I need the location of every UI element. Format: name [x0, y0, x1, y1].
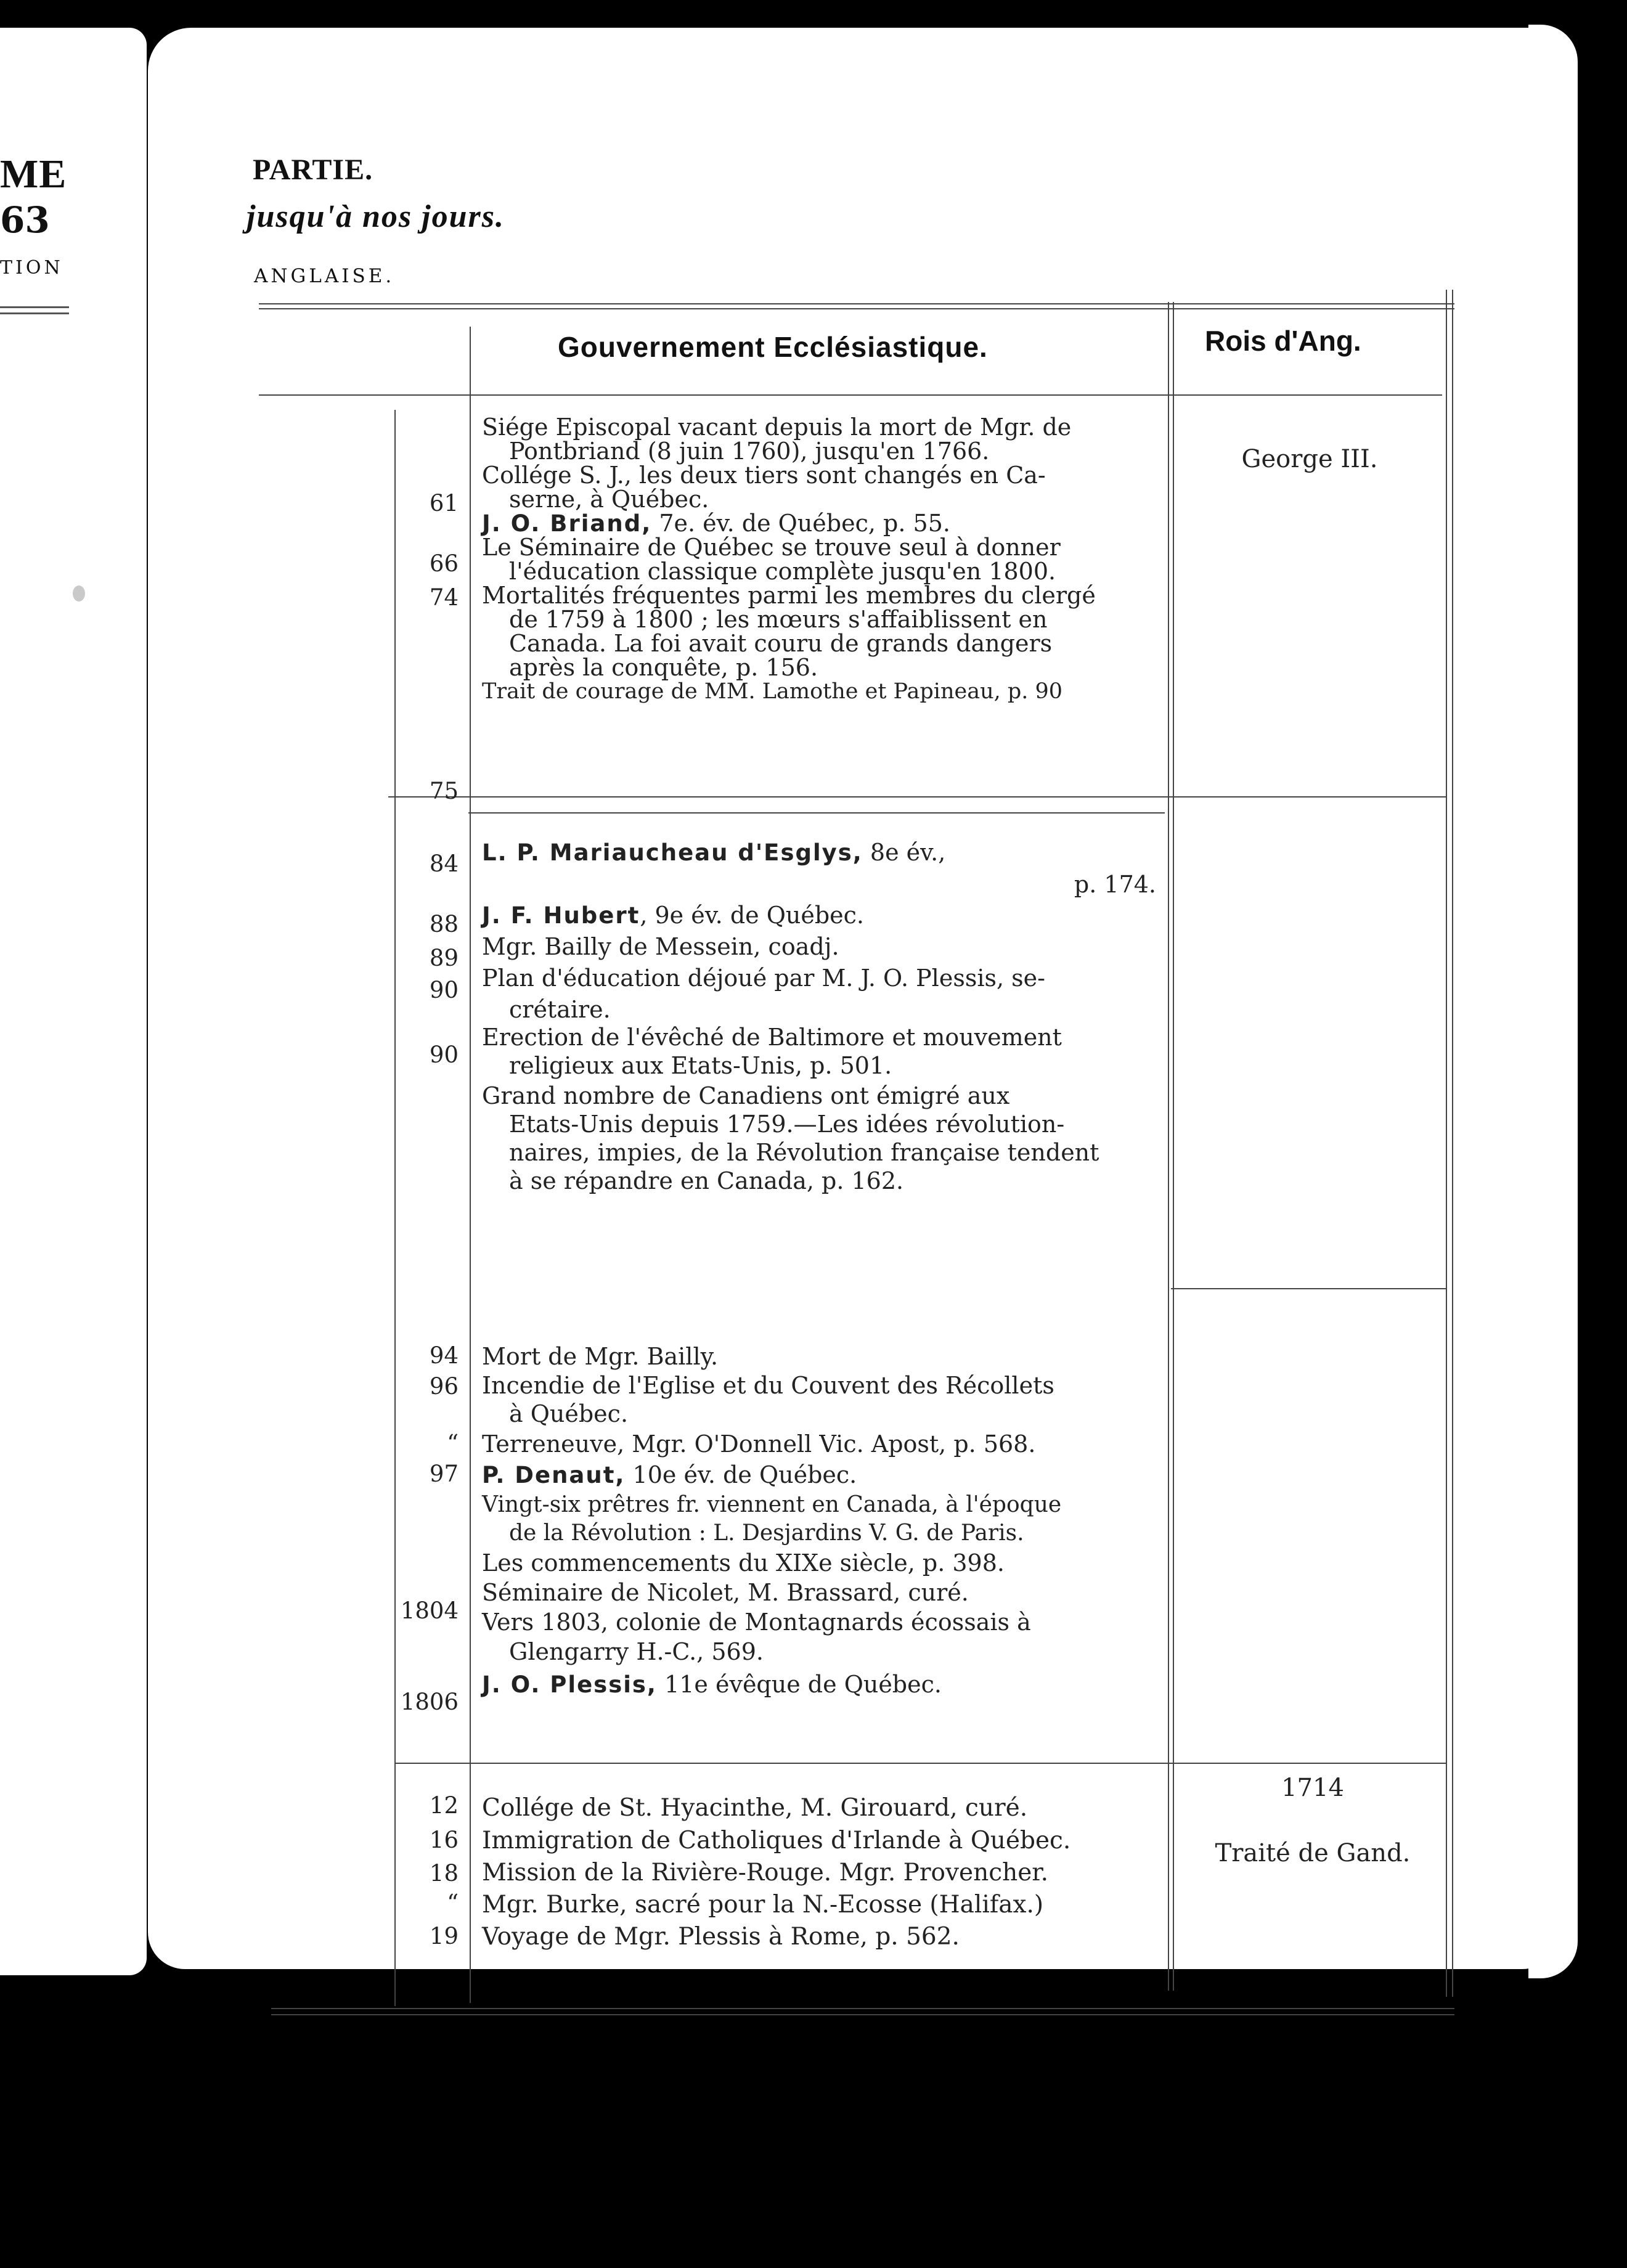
bishop-name: P. Denaut,: [482, 1462, 626, 1488]
entry-line: [482, 900, 1165, 931]
year-cell: 97: [429, 1461, 459, 1487]
entry-line: Canada. La foi avait couru de grands dangers: [509, 630, 1053, 657]
entry-line: de 1759 à 1800 ; les mœurs s'affaiblissent en: [509, 606, 1048, 633]
year-cell: 18: [429, 1860, 459, 1887]
year-cell: 12: [429, 1792, 459, 1819]
left-page-text: TION: [0, 257, 63, 279]
column-rule: [394, 410, 396, 2006]
entry-line: à se répandre en Canada, p. 162.: [509, 1167, 904, 1194]
column-rule: [470, 327, 471, 2003]
entry-line: Vingt-six prêtres fr. viennent en Canada, à l'époque: [482, 1492, 1062, 1517]
section-rule: [468, 812, 1165, 814]
entry-line: Les commencements du XIXe siècle, p. 398.: [482, 1549, 1005, 1577]
entry-line: Grand nombre de Canadiens ont émigré aux: [482, 1082, 1010, 1109]
year-cell: 66: [429, 550, 459, 577]
entry-line: après la conquête, p. 156.: [509, 654, 818, 681]
section-rule: [388, 796, 1447, 797]
entry-text: 11e évêque de Québec.: [656, 1671, 942, 1698]
entry-line: Mgr. Burke, sacré pour la N.-Ecosse (Halifax.): [482, 1891, 1044, 1919]
entry-line: Vers 1803, colonie de Montagnards écossais à: [482, 1609, 1031, 1636]
year-cell: 1806: [400, 1689, 459, 1715]
section-rule: [1171, 1288, 1447, 1289]
table-top-rule: [259, 303, 1454, 304]
king-name: George III.: [1241, 445, 1378, 473]
header-rule: [259, 394, 1442, 396]
paper-stain: [73, 585, 85, 602]
table-bottom-rule: [271, 2008, 1454, 2009]
year-cell: 89: [429, 945, 459, 971]
entry-line: Pontbriand (8 juin 1760), jusqu'en 1766.: [509, 438, 990, 465]
page-subtitle: jusqu'à nos jours.: [247, 199, 505, 234]
entry-text: 10e év. de Québec.: [625, 1461, 857, 1488]
year-cell: 75: [429, 778, 459, 804]
column-rule: [1173, 302, 1174, 1991]
column-rule: [1446, 290, 1447, 1997]
entry-line: Collége de St. Hyacinthe, M. Girouard, curé.: [482, 1794, 1028, 1822]
entry-line: Trait de courage de MM. Lamothe et Papineau, p. 90: [482, 679, 1063, 704]
entry-line: naires, impies, de la Révolution française tendent: [509, 1139, 1099, 1166]
column-header-ecclesiastique: Gouvernement Ecclésiastique.: [558, 331, 988, 363]
entry-line: l'éducation classique complète jusqu'en 1800.: [509, 558, 1056, 585]
year-cell: 84: [429, 851, 459, 877]
entry-line: à Québec.: [509, 1400, 629, 1427]
page-title: PARTIE.: [253, 153, 373, 186]
bishop-name: J. F. Hubert: [482, 902, 640, 929]
entry-line: Mortalités fréquentes parmi les membres du clergé: [482, 582, 1096, 609]
entry-line: Plan d'éducation déjoué par M. J. O. Plessis, se-: [482, 965, 1045, 992]
roi-note: Traité de Gand.: [1215, 1839, 1411, 1867]
year-cell: 16: [429, 1827, 459, 1853]
entry-line: Le Séminaire de Québec se trouve seul à donner: [482, 534, 1061, 561]
entry-line: Mgr. Bailly de Messein, coadj.: [482, 933, 839, 960]
entry-block: [482, 1341, 1165, 1703]
year-cell: 61: [429, 490, 459, 516]
bishop-name: J. O. Plessis,: [482, 1671, 657, 1698]
year-cell: 90: [429, 977, 459, 1003]
entry-line: serne, à Québec.: [509, 486, 709, 513]
entry-block: [482, 837, 1165, 1195]
year-cell: 90: [429, 1042, 459, 1068]
entry-line: Incendie de l'Eglise et du Couvent des Récollets: [482, 1372, 1054, 1399]
entry-line: [482, 837, 1165, 868]
entry-line: Glengarry H.-C., 569.: [509, 1638, 764, 1665]
entry-line: Séminaire de Nicolet, M. Brassard, curé.: [482, 1579, 969, 1606]
entry-line: Mission de la Rivière-Rouge. Mgr. Provencher.: [482, 1859, 1049, 1887]
left-page-text: 63: [0, 199, 50, 241]
entry-line: crétaire.: [509, 996, 611, 1023]
bishop-name: J. O. Briand,: [482, 510, 652, 537]
entry-text: 8e év.,: [862, 839, 946, 866]
left-page-rule: [0, 312, 69, 314]
entry-line: Terreneuve, Mgr. O'Donnell Vic. Apost, p. 568.: [482, 1430, 1036, 1458]
table-bottom-rule: [271, 2014, 1454, 2015]
left-page-rule: [0, 306, 69, 308]
column-header-rois: Rois d'Ang.: [1205, 325, 1361, 357]
year-cell: 88: [429, 911, 459, 937]
entry-line: p. 174.: [1074, 871, 1156, 898]
year-cell: 94: [429, 1342, 459, 1369]
entry-line: de la Révolution : L. Desjardins V. G. de Paris.: [509, 1520, 1024, 1546]
column-rule: [1168, 302, 1169, 1991]
entry-line: [482, 1666, 1165, 1703]
entry-line: [482, 512, 1165, 536]
column-rule: [1452, 290, 1453, 1997]
left-page-text: ME: [0, 152, 67, 197]
entry-text: 7e. év. de Québec, p. 55.: [651, 510, 950, 537]
entry-line: Mort de Mgr. Bailly.: [482, 1343, 719, 1370]
entry-text: , 9e év. de Québec.: [640, 902, 865, 929]
entry-line: religieux aux Etats-Unis, p. 501.: [509, 1052, 892, 1079]
year-cell: “: [447, 1890, 459, 1916]
entry-line: Immigration de Catholiques d'Irlande à Québec.: [482, 1827, 1071, 1854]
year-cell: “: [447, 1430, 459, 1456]
entry-line: Collége S. J., les deux tiers sont changés en Ca-: [482, 462, 1046, 489]
roi-year: 1714: [1281, 1774, 1344, 1802]
section-rule: [394, 1763, 1447, 1764]
entry-line: [482, 1459, 1165, 1491]
year-cell: 19: [429, 1923, 459, 1949]
bishop-name: L. P. Mariaucheau d'Esglys,: [482, 839, 863, 866]
year-cell: 1804: [400, 1597, 459, 1624]
entry-block: [482, 415, 1165, 704]
entry-line: Voyage de Mgr. Plessis à Rome, p. 562.: [482, 1923, 960, 1951]
year-cell: 96: [429, 1373, 459, 1400]
table-top-rule: [259, 308, 1454, 309]
page-heading-anglaise: ANGLAISE.: [254, 265, 395, 287]
year-cell: 74: [429, 584, 459, 611]
entry-block: [482, 1791, 1165, 1953]
entry-line: Etats-Unis depuis 1759.—Les idées révolution-: [509, 1111, 1065, 1138]
left-page-fragment: [0, 28, 147, 1975]
entry-line: Erection de l'évêché de Baltimore et mouvement: [482, 1024, 1062, 1051]
entry-line: Siége Episcopal vacant depuis la mort de Mgr. de: [482, 414, 1072, 441]
